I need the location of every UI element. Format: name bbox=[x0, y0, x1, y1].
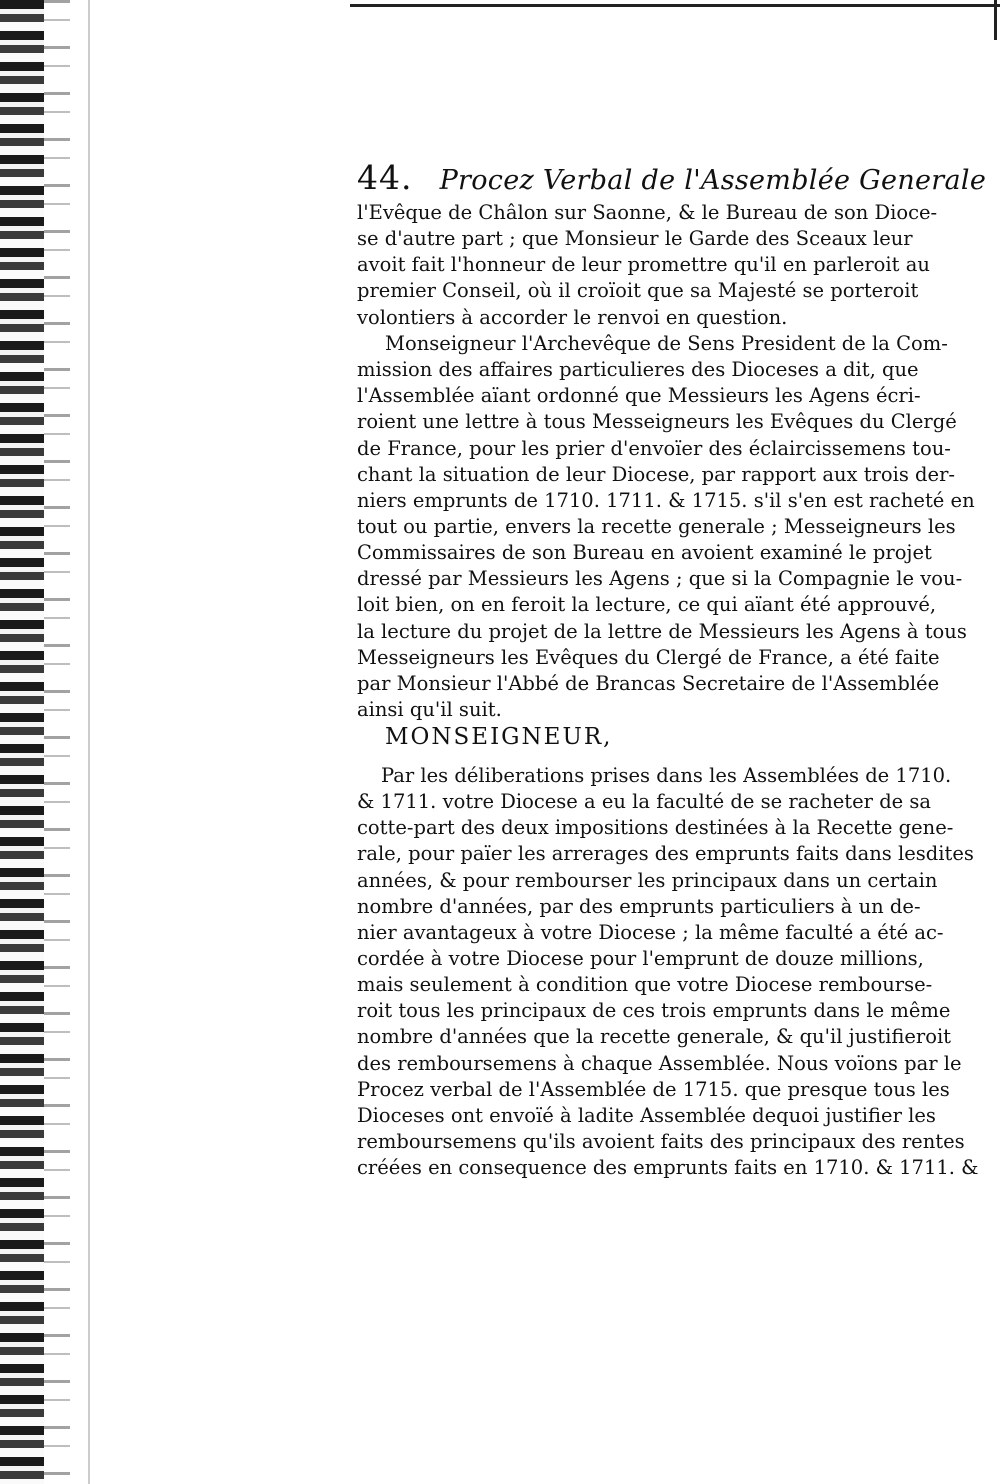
text-line: Par les déliberations prises dans les Assemblées de 1710. bbox=[381, 764, 952, 787]
text-line: & 1711. votre Diocese a eu la faculté de se racheter de sa bbox=[357, 790, 932, 814]
running-title: Procez Verbal de l'Assemblée Generale bbox=[439, 165, 987, 196]
text-line: rale, pour païer les arrerages des emprunts faits dans lesdites bbox=[357, 842, 974, 866]
text-line: nombre d'années que la recette generale, & qu'il justifieroit bbox=[357, 1025, 952, 1049]
text-line: premier Conseil, où il croïoit que sa Majesté se porteroit bbox=[357, 279, 919, 303]
letter-salutation: MONSEIGNEUR, bbox=[385, 724, 613, 750]
text-line: avoit fait l'honneur de leur promettre qu'il en parleroit au bbox=[357, 253, 930, 277]
text-line: Monseigneur l'Archevêque de Sens President de la Com- bbox=[385, 332, 948, 355]
text-line: Dioceses ont envoïé à ladite Assemblée dequoi justifier les bbox=[357, 1103, 936, 1127]
binding-gutter bbox=[0, 0, 44, 1484]
right-edge-rule bbox=[994, 0, 997, 40]
paragraph-archeveque-sens bbox=[357, 331, 975, 723]
text-line: par Monsieur l'Abbé de Brancas Secretaire de l'Assemblée bbox=[357, 671, 940, 695]
paragraph-continuation bbox=[357, 200, 938, 331]
page-header bbox=[357, 158, 987, 198]
letter-body bbox=[357, 763, 979, 1181]
text-line: tout ou partie, envers la recette generale ; Messeigneurs les bbox=[357, 514, 956, 538]
text-line: chant la situation de leur Diocese, par rapport aux trois der- bbox=[357, 462, 955, 486]
text-line: l'Assemblée aïant ordonné que Messieurs les Agens écri- bbox=[357, 384, 921, 408]
text-line: dressé par Messieurs les Agens ; que si la Compagnie le vou- bbox=[357, 567, 963, 591]
text-line: cotte-part des deux impositions destinées à la Recette gene- bbox=[357, 816, 954, 840]
text-line: se d'autre part ; que Monsieur le Garde des Sceaux leur bbox=[357, 227, 913, 251]
text-line: roit tous les principaux de ces trois emprunts dans le même bbox=[357, 999, 951, 1023]
text-line: cordée à votre Diocese pour l'emprunt de douze millions, bbox=[357, 946, 924, 970]
text-line: années, & pour rembourser les principaux dans un certain bbox=[357, 868, 938, 892]
text-line: de France, pour les prier d'envoïer des éclaircissemens tou- bbox=[357, 436, 951, 460]
fold-line bbox=[88, 0, 90, 1484]
text-line: Commissaires de son Bureau en avoient examiné le projet bbox=[357, 541, 932, 565]
text-line: mission des affaires particulieres des Dioceses a dit, que bbox=[357, 358, 919, 382]
text-line: créées en consequence des emprunts faits en 1710. & 1711. & bbox=[357, 1156, 979, 1180]
text-line: nier avantageux à votre Diocese ; la même faculté a été ac- bbox=[357, 920, 944, 944]
text-line: remboursemens qu'ils avoient faits des principaux des rentes bbox=[357, 1129, 965, 1153]
text-line: l'Evêque de Châlon sur Saonne, & le Bureau de son Dioce- bbox=[357, 201, 938, 224]
text-line: nombre d'années, par des emprunts particuliers à un de- bbox=[357, 894, 921, 918]
text-line: des remboursemens à chaque Assemblée. Nous voïons par le bbox=[357, 1051, 962, 1075]
text-line: mais seulement à condition que votre Diocese rembourse- bbox=[357, 973, 933, 997]
page-number: 44. bbox=[357, 158, 413, 197]
text-line: loit bien, on en feroit la lecture, ce qui aïant été approuvé, bbox=[357, 593, 937, 617]
text-line: roient une lettre à tous Messeigneurs les Evêques du Clergé bbox=[357, 410, 957, 434]
page-edge-shadow bbox=[44, 0, 70, 1484]
text-line: Procez verbal de l'Assemblée de 1715. que presque tous les bbox=[357, 1077, 950, 1101]
top-edge-rule bbox=[350, 4, 1000, 7]
text-line: Messeigneurs les Evêques du Clergé de France, a été faite bbox=[357, 645, 940, 669]
text-line: niers emprunts de 1710. 1711. & 1715. s'il s'en est racheté en bbox=[357, 488, 975, 512]
text-line: ainsi qu'il suit. bbox=[357, 697, 502, 721]
text-line: la lecture du projet de la lettre de Messieurs les Agens à tous bbox=[357, 619, 967, 643]
text-line: volontiers à accorder le renvoi en question. bbox=[357, 305, 788, 329]
